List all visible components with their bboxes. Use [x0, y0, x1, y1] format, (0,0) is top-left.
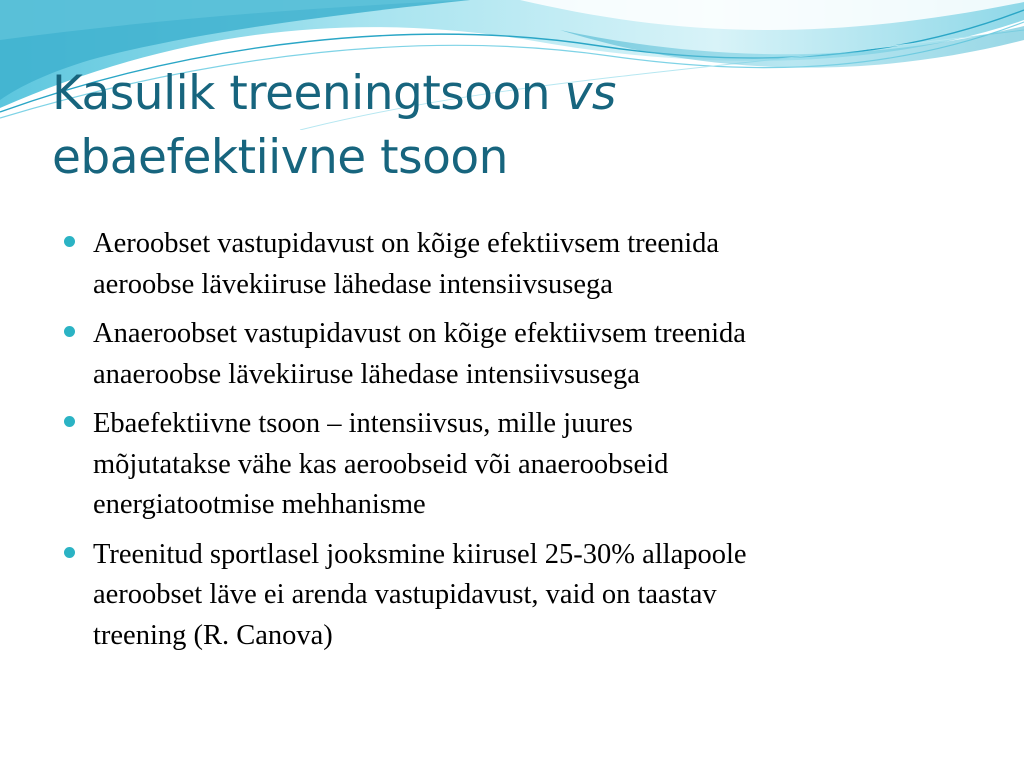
title-line-2: ebaefektiivne tsoon	[52, 130, 508, 185]
title-italic-vs: vs	[564, 66, 616, 121]
bullet-item: Aeroobset vastupidavust on kõige efektiivsem treenida aeroobse lävekiiruse lähedase intensiivsusega	[64, 224, 964, 305]
bullet-item: Treenitud sportlasel jooksmine kiirusel 25-30% allapoole aeroobset läve ei arenda vastupidavust, vaid on taastav treening (R. Canova)	[64, 535, 964, 657]
bullet-dot-icon	[64, 416, 75, 427]
bullet-dot-icon	[64, 236, 75, 247]
slide-title	[52, 62, 992, 190]
bullet-dot-icon	[64, 326, 75, 337]
bullet-list	[64, 224, 964, 665]
bullet-item: Ebaefektiivne tsoon – intensiivsus, mille juures mõjutatakse vähe kas aeroobseid või anaeroobseid energiatootmise mehhanisme	[64, 404, 964, 526]
bullet-dot-icon	[64, 547, 75, 558]
bullet-item: Anaeroobset vastupidavust on kõige efektiivsem treenida anaeroobse lävekiiruse lähedase intensiivsusega	[64, 314, 964, 395]
title-line-1: Kasulik treeningtsoon vs	[52, 66, 616, 121]
